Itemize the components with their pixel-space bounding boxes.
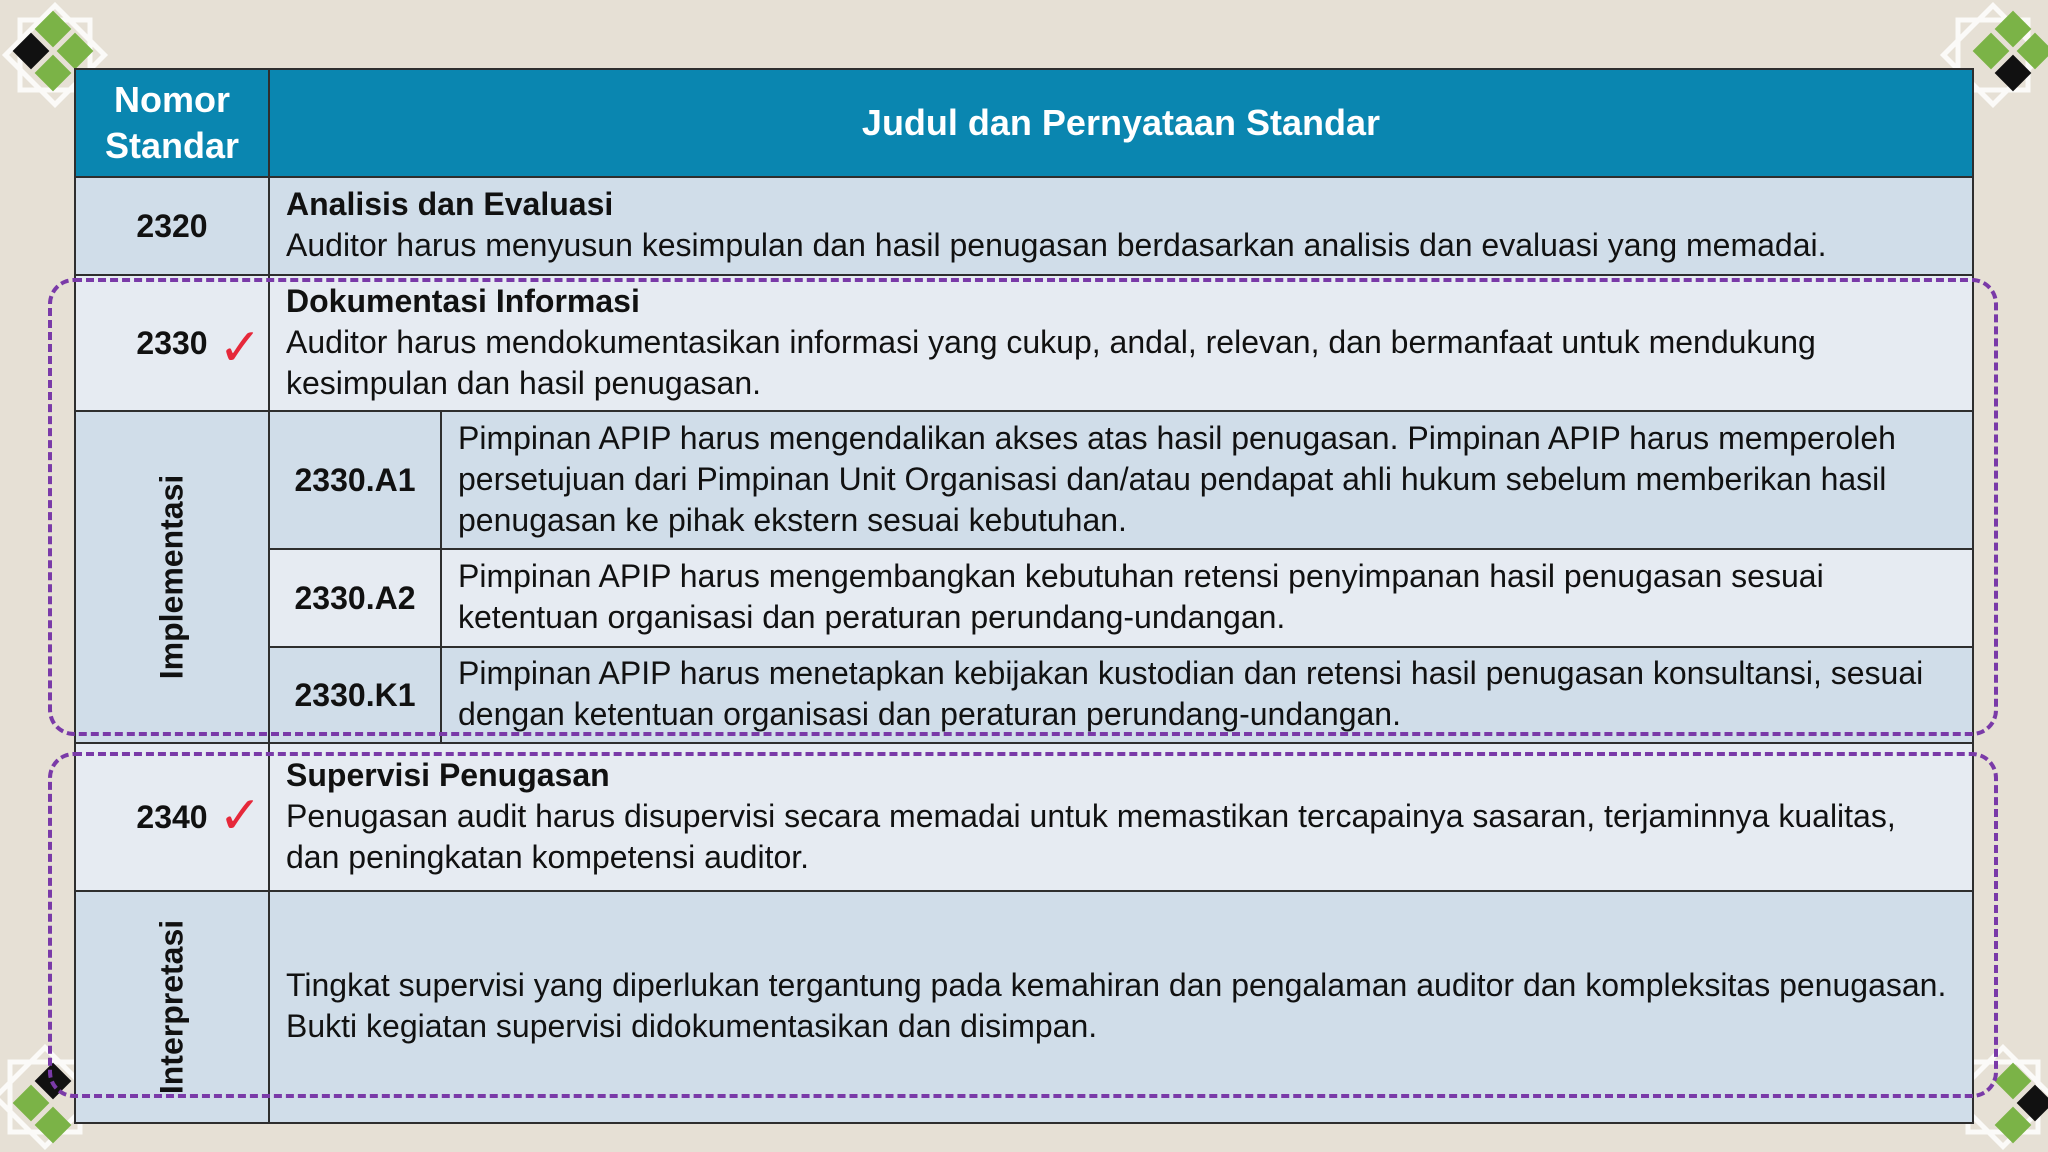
implementation-row-a2 bbox=[75, 549, 1973, 647]
standard-cell bbox=[270, 277, 1972, 410]
standard-statement: Auditor harus mendokumentasikan informasi yang cukup, andal, relevan, dan bermanfaat untuk mendukung kesimpulan dan hasil penugasan. bbox=[286, 323, 1816, 401]
standard-title: Supervisi Penugasan bbox=[286, 756, 610, 793]
standard-number-cell bbox=[75, 743, 269, 891]
interpretasi-label: Interpretasi bbox=[153, 919, 190, 1095]
standard-row-2340 bbox=[75, 743, 1973, 891]
standards-table bbox=[74, 68, 1974, 1124]
implementasi-label-cell bbox=[75, 411, 269, 743]
standard-cell bbox=[270, 751, 1972, 884]
table-header-row bbox=[75, 69, 1973, 177]
implementation-code: 2330.K1 bbox=[269, 647, 441, 743]
standard-statement: Auditor harus menyusun kesimpulan dan hasil penugasan berdasarkan analisis dan evaluasi yang memadai. bbox=[286, 227, 1827, 263]
implementation-text: Pimpinan APIP harus mengembangkan kebutuhan retensi penyimpanan hasil penugasan sesuai ketentuan organisasi dan peraturan perundang-undangan. bbox=[458, 558, 1824, 635]
standard-number: 2330 bbox=[136, 324, 208, 361]
standard-row-2330 bbox=[75, 275, 1973, 411]
implementasi-label: Implementasi bbox=[153, 474, 190, 680]
interpretation-text: Tingkat supervisi yang diperlukan tergantung pada kemahiran dan pengalaman auditor dan kompleksitas penugasan. Bukti kegiatan supervisi didokumentasikan dan disimpan. bbox=[286, 967, 1947, 1044]
implementation-row-a1 bbox=[75, 411, 1973, 549]
checkmark-icon: ✓ bbox=[218, 318, 262, 378]
header-nomor-standar: Nomor Standar bbox=[75, 69, 269, 177]
standard-number: 2340 bbox=[136, 798, 208, 835]
header-judul-pernyataan: Judul dan Pernyataan Standar bbox=[269, 69, 1973, 177]
interpretasi-label-cell bbox=[75, 891, 269, 1123]
standard-number-cell bbox=[75, 275, 269, 411]
standard-title: Dokumentasi Informasi bbox=[286, 282, 640, 319]
standard-row-2320 bbox=[75, 177, 1973, 275]
implementation-text: Pimpinan APIP harus mengendalikan akses atas hasil penugasan. Pimpinan APIP harus memperoleh persetujuan dari Pimpinan Unit Organisasi dan/atau pendapat ahli hukum sebelum memberikan hasil penugasan ke pihak ekstern sesuai kebutuhan. bbox=[458, 419, 1896, 538]
standard-cell bbox=[270, 180, 1972, 272]
implementation-code: 2330.A1 bbox=[269, 411, 441, 549]
interpretation-row bbox=[75, 891, 1973, 1123]
implementation-row-k1 bbox=[75, 647, 1973, 743]
standard-statement: Penugasan audit harus disupervisi secara memadai untuk memastikan tercapainya sasaran, terjaminnya kualitas, dan peningkatan kompetensi auditor. bbox=[286, 797, 1896, 875]
checkmark-icon: ✓ bbox=[218, 786, 262, 846]
implementation-text: Pimpinan APIP harus menetapkan kebijakan kustodian dan retensi hasil penugasan konsultansi, sesuai dengan ketentuan organisasi dan peraturan perundang-undangan. bbox=[458, 655, 1924, 732]
standard-number: 2320 bbox=[75, 177, 269, 275]
standard-title: Analisis dan Evaluasi bbox=[286, 186, 614, 222]
implementation-code: 2330.A2 bbox=[269, 549, 441, 647]
